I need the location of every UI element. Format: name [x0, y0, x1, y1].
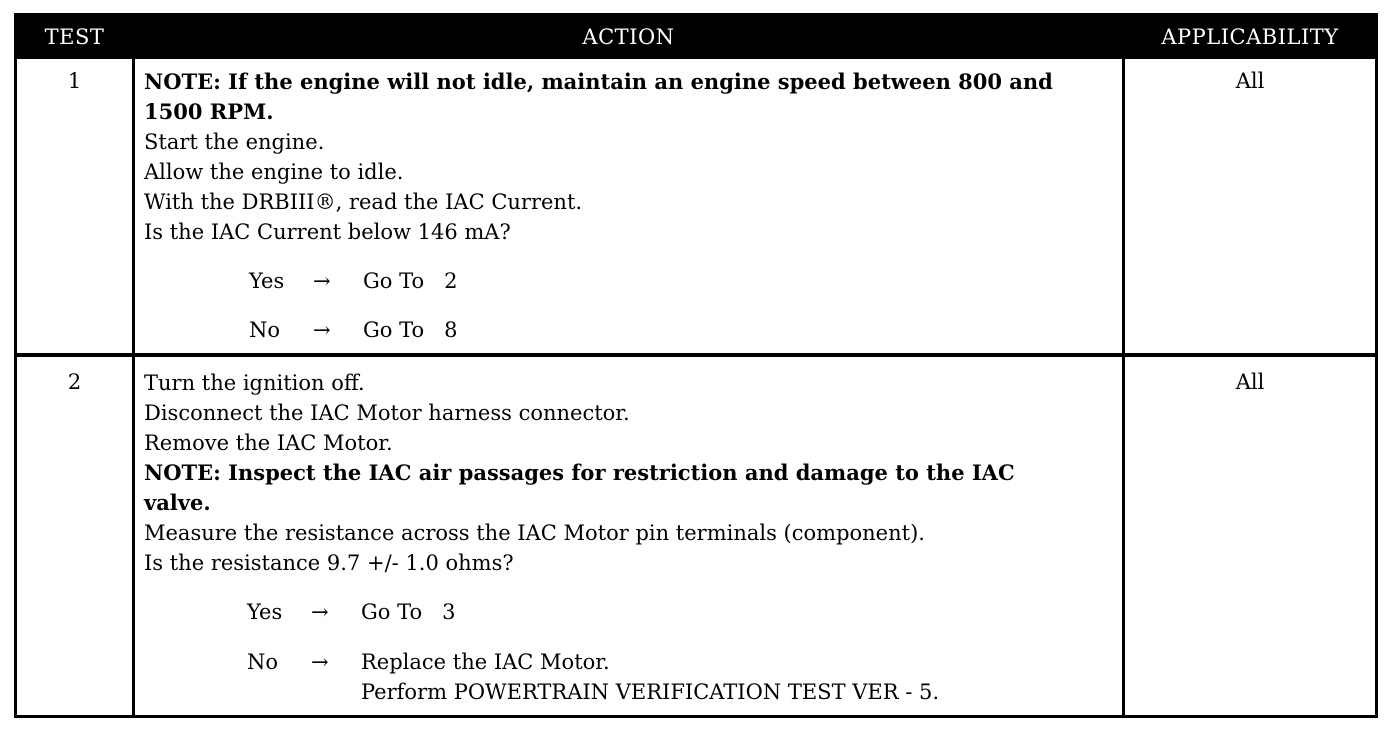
action-line: Measure the resistance across the IAC Motor pin terminals (component). — [144, 521, 925, 545]
action-text — [144, 368, 1124, 578]
header-test: TEST — [44, 25, 105, 49]
column-divider — [132, 59, 135, 715]
test-number: 2 — [67, 370, 82, 394]
table-header — [17, 16, 1375, 59]
note-line: valve. — [144, 490, 211, 515]
action-line: Start the engine. — [144, 130, 325, 154]
action-line: Remove the IAC Motor. — [144, 431, 393, 455]
choice-result: Go To 8 — [363, 318, 458, 342]
row-divider — [17, 353, 1375, 357]
choice-result: Go To 3 — [361, 600, 456, 624]
arrow-icon: → — [313, 269, 331, 293]
action-line: Is the IAC Current below 146 mA? — [144, 220, 511, 244]
choice-result-detail: Perform POWERTRAIN VERIFICATION TEST VER - 5. — [361, 680, 940, 704]
applicability-value: All — [1235, 69, 1265, 93]
note-line: 1500 RPM. — [144, 99, 274, 124]
header-applicability: APPLICABILITY — [1161, 25, 1339, 49]
note-line: NOTE: If the engine will not idle, maintain an engine speed between 800 and — [144, 69, 1053, 94]
note-line: NOTE: Inspect the IAC air passages for restriction and damage to the IAC — [144, 460, 1015, 485]
header-action: ACTION — [582, 25, 675, 49]
choice-result: Replace the IAC Motor. — [361, 650, 610, 674]
action-text — [144, 67, 1124, 247]
choice-answer: No — [247, 650, 279, 674]
action-line: Is the resistance 9.7 +/- 1.0 ohms? — [144, 551, 514, 575]
applicability-value: All — [1235, 370, 1265, 394]
test-number: 1 — [67, 69, 82, 93]
choice-answer: Yes — [249, 269, 285, 293]
action-line: Turn the ignition off. — [144, 371, 365, 395]
action-line: With the DRBIII®, read the IAC Current. — [144, 190, 583, 214]
arrow-icon: → — [311, 600, 329, 624]
action-line: Disconnect the IAC Motor harness connector. — [144, 401, 630, 425]
action-line: Allow the engine to idle. — [144, 160, 404, 184]
arrow-icon: → — [313, 318, 331, 342]
choice-answer: No — [249, 318, 281, 342]
diagnostic-table — [14, 13, 1378, 718]
arrow-icon: → — [311, 650, 329, 674]
choice-answer: Yes — [247, 600, 283, 624]
choice-result: Go To 2 — [363, 269, 458, 293]
